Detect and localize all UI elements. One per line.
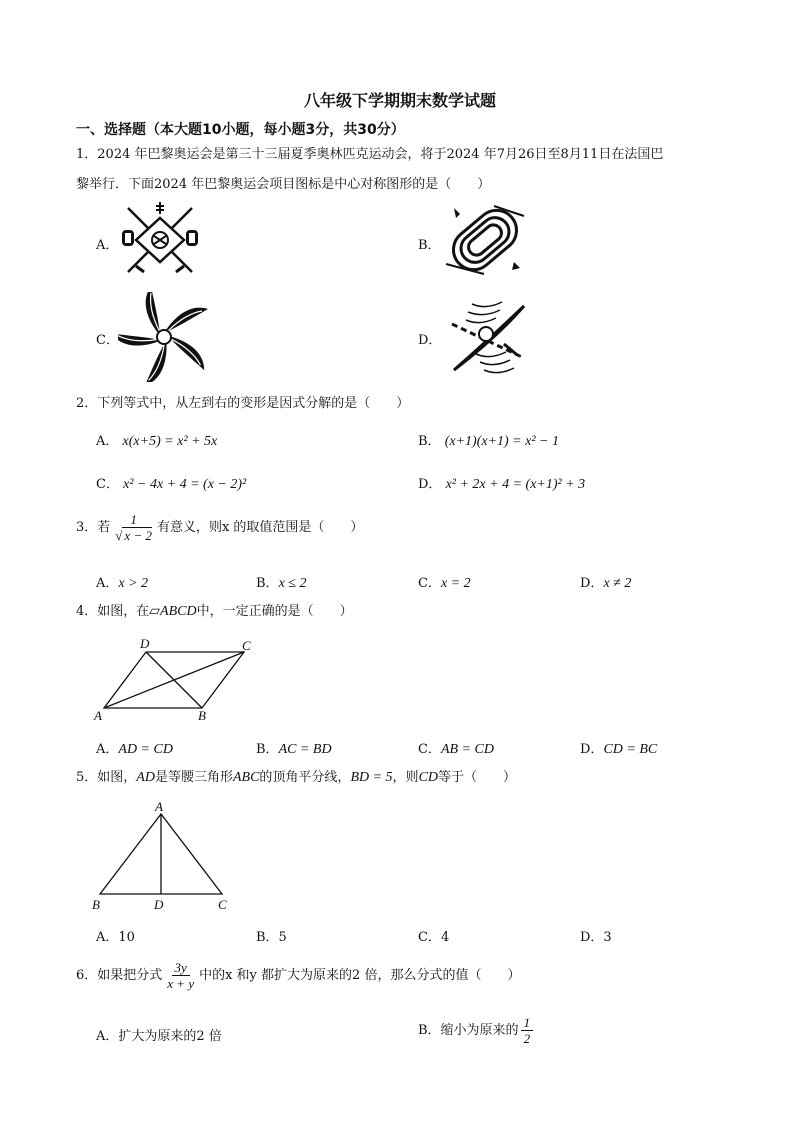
q2-option-b-label: B． (418, 434, 441, 449)
q5-ad: AD (136, 770, 155, 785)
q2-stem: 2．下列等式中，从左到右的变形是因式分解的是（ ） (76, 396, 410, 411)
q1-option-d-label: D． (418, 333, 442, 348)
q3-option-d-expr: x ≠ 2 (603, 576, 632, 591)
q4-vertex-b: B (198, 708, 206, 723)
q6-option-b-denominator: 2 (523, 1031, 531, 1046)
q4-option-d (580, 738, 657, 758)
q4-stem-pre: 4．如图，在 (76, 604, 150, 619)
q1-stem-line2: 黎举行．下面2024 年巴黎奥运会项目图标是中心对称图形的是（ ） (76, 177, 491, 192)
q3-fraction-denominator: √ x − 2 (115, 528, 152, 543)
q6-option-b-fraction (521, 1015, 534, 1046)
q6-stem-post: 中的x 和y 都扩大为原来的2 倍，那么分式的值（ ） (199, 968, 521, 983)
q4-option-d-label: D． (580, 742, 604, 757)
fencing-icon (116, 200, 204, 278)
q2-option-c (96, 473, 246, 493)
q5-stem (76, 768, 516, 788)
q3-option-c-label: C． (418, 576, 441, 591)
q2-option-b-expr: (x+1)(x+1) = x² − 1 (444, 434, 559, 449)
q3-stem-post: 有意义，则x 的取值范围是（ ） (156, 520, 364, 535)
q5-abc: ABC (232, 770, 260, 785)
q3-option-b (256, 572, 306, 592)
q1-stem-line1: 1．2024 年巴黎奥运会是第三十三届夏季奥林匹克运动会，将于2024 年7月26日至8月11日在法国巴 (76, 147, 664, 162)
q1-option-c-label: C． (96, 333, 119, 348)
q6-stem (76, 960, 520, 991)
q4-option-a-label: A． (96, 742, 119, 757)
q5-stem-post: 等于（ ） (438, 770, 517, 785)
q6-option-b-numerator: 1 (521, 1015, 534, 1031)
q3-sqrt-radicand: x − 2 (124, 528, 152, 543)
q3-stem (76, 512, 363, 543)
q3-option-d (580, 572, 631, 592)
q4-option-a (96, 738, 173, 758)
q4-stem-post: 中，一定正确的是（ ） (196, 604, 353, 619)
q2-option-d (418, 473, 585, 493)
canoe-slalom-icon (446, 294, 530, 376)
q4-parallelogram-figure (92, 634, 262, 724)
q3-option-b-expr: x ≤ 2 (278, 576, 307, 591)
q1-option-b-label: B． (418, 238, 441, 253)
q5-cd: CD (418, 770, 439, 785)
q5-vertex-a: A (155, 799, 163, 814)
q4-option-b-expr: AC = BD (278, 742, 332, 757)
q5-option-a: A．10 (96, 930, 135, 945)
q4-shape-label: ▱ABCD (149, 604, 197, 619)
q6-option-b (418, 1015, 535, 1046)
q6-fraction (164, 960, 197, 991)
q5-stem-mid3: ，则 (392, 770, 419, 785)
q4-option-c-label: C． (418, 742, 441, 757)
q1-option-a-label: A． (96, 238, 119, 253)
q3-fraction-numerator: 1 (127, 512, 140, 528)
q5-triangle-figure (88, 798, 238, 914)
q5-stem-mid2: 的顶角平分线， (259, 770, 351, 785)
q4-option-b-label: B． (256, 742, 279, 757)
q4-option-c (418, 738, 494, 758)
q4-option-b (256, 738, 332, 758)
q4-option-a-expr: AD = CD (118, 742, 173, 757)
q2-option-a (96, 430, 217, 450)
q5-stem-pre: 5．如图， (76, 770, 137, 785)
q2-option-a-label: A． (96, 434, 119, 449)
q5-option-c: C．4 (418, 930, 450, 945)
q3-option-b-label: B． (256, 576, 279, 591)
section-heading: 一、选择题（本大题10小题，每小题3分，共30分） (76, 122, 405, 138)
athletics-track-icon (444, 204, 526, 276)
q3-option-a-label: A． (96, 576, 119, 591)
q3-option-c-expr: x = 2 (440, 576, 471, 591)
pinwheel-icon (118, 292, 210, 382)
page-title: 八年级下学期期末数学试题 (304, 91, 497, 110)
q4-option-c-expr: AB = CD (440, 742, 494, 757)
q4-vertex-a: A (94, 708, 102, 723)
q4-vertex-d: D (140, 636, 150, 651)
q6-fraction-numerator: 3y (172, 960, 190, 976)
q4-stem (76, 602, 353, 622)
q2-option-b (418, 430, 559, 450)
q3-stem-pre: 3．若 (76, 520, 111, 535)
q5-option-d: D．3 (580, 930, 612, 945)
q3-option-a-expr: x > 2 (118, 576, 149, 591)
q3-option-d-label: D． (580, 576, 604, 591)
q4-vertex-c: C (242, 638, 251, 653)
q5-option-b: B．5 (256, 930, 287, 945)
q2-option-c-label: C． (96, 477, 119, 492)
q2-option-d-expr: x² + 2x + 4 = (x+1)² + 3 (445, 477, 586, 492)
q3-option-c (418, 572, 471, 592)
q3-fraction (112, 512, 155, 543)
q6-option-a: A．扩大为原来的2 倍 (96, 1029, 222, 1044)
q3-option-a (96, 572, 148, 592)
q6-stem-pre: 6．如果把分式 (76, 968, 163, 983)
q5-vertex-d: D (154, 897, 164, 912)
q2-option-d-label: D． (418, 477, 442, 492)
q2-option-a-expr: x(x+5) = x² + 5x (122, 434, 218, 449)
q6-option-b-text: B．缩小为原来的 (418, 1023, 519, 1038)
q5-vertex-b: B (92, 897, 100, 912)
q4-option-d-expr: CD = BC (603, 742, 658, 757)
q5-vertex-c: C (218, 897, 227, 912)
q6-fraction-denominator: x + y (167, 976, 195, 991)
q5-bd: BD = 5 (350, 770, 393, 785)
q2-option-c-expr: x² − 4x + 4 = (x − 2)² (123, 477, 247, 492)
q5-stem-mid: 是等腰三角形 (154, 770, 233, 785)
